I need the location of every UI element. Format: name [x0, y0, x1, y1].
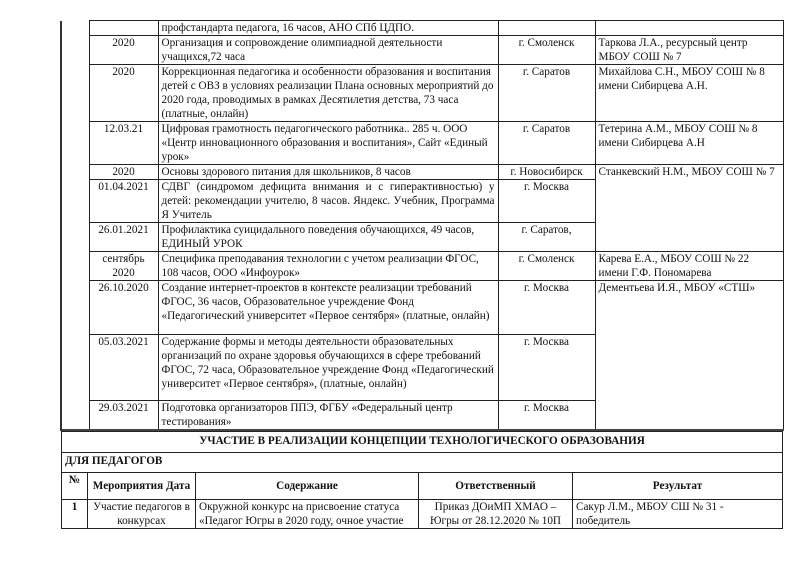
content-cell: Подготовка организаторов ППЭ, ФГБУ «Федеральный центр тестирования»	[158, 401, 498, 431]
table-row	[61, 21, 783, 36]
city-cell: г. Саратов	[498, 122, 595, 165]
table-row	[62, 500, 783, 529]
city-cell: г. Москва	[498, 180, 595, 223]
table-row	[61, 252, 783, 281]
number-column-blank	[61, 21, 89, 431]
city-cell	[498, 21, 595, 36]
header-row	[62, 473, 783, 500]
content-cell: Цифровая грамотность педагогического работника.. 285 ч. ООО «Центр инновационного образования и воспитания», Сайт «Единый урок»	[158, 122, 498, 165]
content-cell: Создание интернет-проектов в контексте реализации требований ФГОС, 36 часов, Образовательное учреждение Фонд «Педагогический университет «Первое сентября» (платные, онлайн)	[158, 281, 498, 335]
date-cell: сентябрь 2020	[89, 252, 158, 281]
city-cell: г. Смоленск	[498, 252, 595, 281]
participant-cell: Станкевский Н.М., МБОУ СОШ № 7	[595, 165, 783, 252]
table-title-row	[62, 432, 783, 453]
table-row	[61, 281, 783, 335]
participant-cell: Дементьева И.Я., МБОУ «СТШ»	[595, 281, 783, 431]
content-cell: Коррекционная педагогика и особенности образования и воспитания детей с ОВЗ в условиях реализации Плана основных мероприятий до 2020 года, проводимых в рамках Десятилетия детства, 73 часа (платные, онлайн)	[158, 65, 498, 122]
participant-cell: Тетерина А.М., МБОУ СОШ № 8 имени Сибирцева А.Н	[595, 122, 783, 165]
header-content: Содержание	[196, 473, 419, 500]
participant-cell: Карева Е.А., МБОУ СОШ № 22 имени Г.Ф. Пономарева	[595, 252, 783, 281]
table-row	[61, 122, 783, 165]
table-row	[61, 65, 783, 122]
date-cell: 2020	[89, 165, 158, 180]
participant-cell: Таркова Л.А., ресурсный центр МБОУ СОШ № 7	[595, 36, 783, 65]
table-title: УЧАСТИЕ В РЕАЛИЗАЦИИ КОНЦЕПЦИИ ТЕХНОЛОГИЧЕСКОГО ОБРАЗОВАНИЯ	[62, 432, 783, 453]
content-cell: профстандарта педагога, 16 часов, АНО СПб ЦДПО.	[158, 21, 498, 36]
content-cell: Специфика преподавания технологии с учетом реализации ФГОС, 108 часов, ООО «Инфоурок»	[158, 252, 498, 281]
courses-table	[60, 20, 784, 431]
content-cell: Окружной конкурс на присвоение статуса «Педагог Югры в 2020 году, очное участие	[196, 500, 419, 529]
content-cell: Основы здорового питания для школьников, 8 часов	[158, 165, 498, 180]
content-cell: Содержание формы и методы деятельности образовательных организаций по охране здоровья обучающихся в сфере требований ФГОС, 72 часа, Образовательное учреждение Фонд «Педагогический университет «Первое сентября», (платные, онлайн)	[158, 335, 498, 401]
city-cell: г. Москва	[498, 335, 595, 401]
date-cell: 2020	[89, 36, 158, 65]
date-cell: 12.03.21	[89, 122, 158, 165]
date-cell: 26.01.2021	[89, 223, 158, 252]
date-cell: 26.10.2020	[89, 281, 158, 335]
table-row	[61, 36, 783, 65]
content-cell: Профилактика суицидального поведения обучающихся, 49 часов, ЕДИНЫЙ УРОК	[158, 223, 498, 252]
result-cell: Сакур Л.М., МБОУ СШ № 31 - победитель	[573, 500, 783, 529]
participant-cell	[595, 21, 783, 36]
date-cell: 2020	[89, 65, 158, 122]
city-cell: г. Москва	[498, 401, 595, 431]
concept-table	[61, 431, 783, 529]
city-cell: г. Новосибирск	[498, 165, 595, 180]
row-num: 1	[62, 500, 88, 529]
date-cell: 05.03.2021	[89, 335, 158, 401]
table-row	[61, 165, 783, 180]
header-result: Результат	[573, 473, 783, 500]
date-cell: 29.03.2021	[89, 401, 158, 431]
section-heading: ДЛЯ ПЕДАГОГОВ	[62, 453, 783, 473]
city-cell: г. Смоленск	[498, 36, 595, 65]
date-cell: 01.04.2021	[89, 180, 158, 223]
content-cell: Организация и сопровождение олимпиадной деятельности учащихся,72 часа	[158, 36, 498, 65]
city-cell: г. Саратов	[498, 65, 595, 122]
event-cell: Участие педагогов в конкурсах	[88, 500, 196, 529]
section-row	[62, 453, 783, 473]
header-num: №	[62, 473, 88, 500]
city-cell: г. Саратов,	[498, 223, 595, 252]
date-cell	[89, 21, 158, 36]
responsible-cell: Приказ ДОиМП ХМАО – Югры от 28.12.2020 № 10П	[419, 500, 573, 529]
content-cell: СДВГ (синдромом дефицита внимания и с гиперактивностью) у детей: рекомендации учителю, 8 часов. Яндекс. Учебник, Программа Я Учитель	[158, 180, 498, 223]
city-cell: г. Москва	[498, 281, 595, 335]
header-event: Мероприятия Дата	[88, 473, 196, 500]
participant-cell: Михайлова С.Н., МБОУ СОШ № 8 имени Сибирцева А.Н.	[595, 65, 783, 122]
header-responsible: Ответственный	[419, 473, 573, 500]
